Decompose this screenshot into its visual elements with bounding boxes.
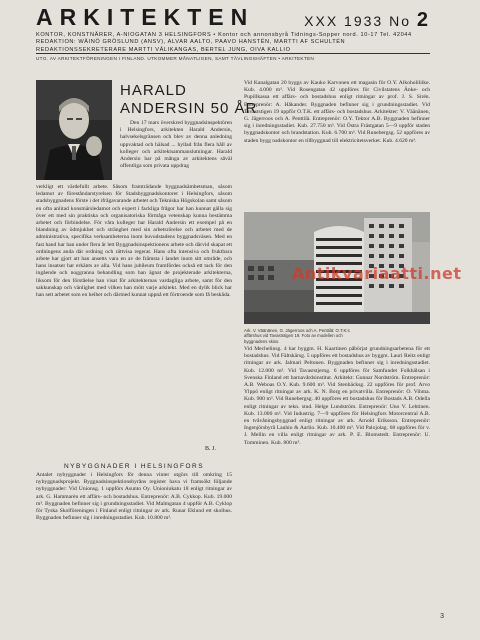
magazine-title: ARKITEKTEN	[36, 4, 255, 30]
article-signature: B. J.	[205, 446, 216, 452]
section-heading: NYBYGGNADER I HELSINGFORS	[63, 463, 205, 470]
article-title	[120, 82, 257, 118]
masthead-line-3: REDAKTIONSSEKRETERARE MARTTI VÄLIKANGAS, BERTEL JUNG, OIVA KALLIO	[36, 46, 291, 53]
portrait-drawing	[36, 80, 112, 180]
portrait-photo	[36, 80, 112, 180]
building-drawing	[244, 212, 430, 324]
issue-label	[304, 9, 430, 32]
right-column-text-bottom: Vid Mechelinsg. 4 har byggm. H. Kaartinen påbörjat grundningsarbetena för ett bostadshus. Vid Fältskärsg. 5 uppföres ett bostadshus av byggm. Lauri Reitz enligt ritningar av ark. Jalmari Peltonen. Byggnaden befinner sig i inredningsstadiet. Kub. 12.000 m³. Vid Tavaststjerng. 6 uppföres för Samfundet Folkhälsan i Svenska Finland ett barnavårdsinstitut. Arkitekt: Gunnar Nordström. Entreprenör: A.B. Weboas O.Y. Kub. 9.600 m³. Vid Stenbäcksg. 22 uppföres för prof. Arvo Ylppö enligt ritningar av ark. K. N. Borg en privatvilla. Entreprenör: O. Vihma. Kub. 900 m³. Vid Runebergsg. 40 uppföres ett bostadshus för Bostads A.B. Odella enligt ritningar av tekn. stud. Helge Lundström. Entreprenör: Uno V. Lehtinen. Kub. 13.000 m³. Vid Industrig. 7—9 uppföres för Helsingfors Motorcentral A.B. en tvåvåningsbyggnad enligt ritningar av ark. Arnold Eriksson. Entreprenör: Ingenjörsbyrå Lauhio & Aarlio. Kub. 10.400 m³. Vid Palojolag. 68 uppföres för v. J. Mellin en villa enligt ritningar av ark. P. E. Blomstedt. Entreprenör: U. Tomminen. Kub. 800 m³.	[244, 346, 430, 446]
right-column-text-top: Vid Kanalgatan 20 byggs av Kauko Karvonen ett magasin för O.Y. Alkoholiliike. Kub. 4.000 m³. Vid Rosengatan 42 uppföres för Civilstatens Änke- och Pupillkassa ett affärs- och bostadshus enligt ritningar av prof. J. S. Sirén. Entreprenör: A. Håkander. Byggnaden befinner sig i grundningsstadiet. Vid Tavaststigen 19 uppför O.T.K. ett affärs- och bostadshus. Arkitekter: V. Väänänen, G. Jägerroos och A. Penttilä. Entreprenör: O.Y. Tektor A.B. Byggnaden befinner sig i inredningsstadiet. Kub. 27.750 m³. Vid Östra Frästgatan 5—9 uppför staden byggnadskontor och brandstation. Kub. 6.700 m³. Vid Runebergsg. 52 uppföres av staden bygg nadskontor en tillbyggnad till elektricitetsverket. Kub. 4.620 m³.	[244, 80, 430, 144]
issue-year: XXX 1933 No	[304, 13, 411, 29]
photo-caption: Ark. V. Väänänen, G. Jägerroos och A. Penttilä: O.T.K:s affärshus vid Tavaststigen 19. Foto av modellen och byggnadens skiss.	[244, 328, 350, 344]
article-body-text: verkligt ett värdefullt arbete. Såsom framträdande byggnadsämbetsman, såsom ledamot av föreståndarstyrelsen för Stadsbyggnadskontoret i Helsingfors, såsom stadsbyggnadens förste i det ifrågavarande arbetet och Tekniska Högskolan samt såsom en ofta anlitad konstnärsledamot och expert i fackliga frågor har han kunnat gälla sig över ett med sin praktiska och organisatoriska förmåga vetenskap kunna bestämma arbetet och förbindelse. För våra kolleger har Harald Andersin ett exempel på en blandning av ödmjukhet och stränghet med sin arbetsrörelse och arbetet med de administrativa, specifika verksamheterna inom huvudstadens byggnadsväsen. Med en fast hand har han under flera år lett Byggnadsinspektionens arbete och därvid skapat ett ordningens anda där ordning och rättvisa regerat. Hans ofta intensiva och fruktbara arbete har gjort att han ansetts vara en av de främsta i landet inom sitt område, och hans insatser har erkänts av alla. Vid hans jubileum framfördes också ett tack för den ingående och noggranna behandling som han ägnat de projekterade arkitekterna, liksom för den förståelse han visat för arkitekternas vardagliga arbete, samt för den sakkunskap och vänlighet med vilken han mött varje arkitekt. Med en dylik blick har han sett arbetet som en helhet och därmed kunnat uppnå ett förtroende som få beskåda.	[36, 184, 232, 299]
article-title-line-1: HARALD	[120, 82, 187, 99]
masthead-line-2: REDAKTION: WÄINÖ GRÖSLUND (ANSV), ALVAR AALTO, PAAVO HANSTÉN, MARTTI AF SCHULTÉN	[36, 39, 346, 46]
masthead-note: UTG. AV ARKITEKTFÖRENINGEN I FINLAND. UTKOMMER MÅNATLIGEN, SAMT TÄVLINGSHÄFTEN • ARKITEKTEN	[36, 56, 315, 61]
article-lead-text: Den 17 mars överskred byggnadsinspektören i Helsingfors, arkitekten Harald Andersin, halvsekelsgränsen och blev av denna anledning uppvaktad och hälsad ... hyllad från flera håll av kolleger och arkitektsammanslutningar. Harald Andersin har på många av arkitektens såväl offentliga som privata uppdrag	[120, 120, 232, 170]
masthead-line-1: KONTOR, KONSTNÄRER, A-NIOGATAN 3 HELSINGFORS • Kontor och annonsbyrå Tidnings-Sopper nord. 10-17 Tel. 42044	[36, 32, 412, 38]
masthead-info	[36, 32, 430, 54]
watermark-text: Antikvariaatti.net	[292, 264, 462, 283]
issue-number: 2	[416, 9, 430, 31]
building-photo	[244, 212, 430, 324]
masthead-divider	[36, 53, 430, 54]
page-number: 3	[440, 613, 444, 620]
section-body-text: Antalet nybyggnader i Helsingfors för denna vinter utgörs till omkring 15 nybyggnadsprojekt. Byggnadsinspektionsbyråns register hava vi framsökt följande nybyggnader: Vid Unionsg. 1 uppförs Asunto Oy. Unioninkatu 18 enligt ritningar av ark. G. Hammarén ett affärs- och bostadshus. Entreprenör: A.B. Cykkop. Kub. 19.000 m³. Byggnaden befinner sig i grundningsstadiet. Vid Malmgatan 4 uppför A.B. Cyklop för Tyska Skolföreningen i Finland enligt ritningar av ark. Runar Eklund ett skolhus. Byggnaden befinner sig i inredningsstadiet. Kub. 10.800 m³.	[36, 472, 232, 522]
article-title-line-2: ANDERSIN 50 ÅR	[120, 100, 258, 117]
